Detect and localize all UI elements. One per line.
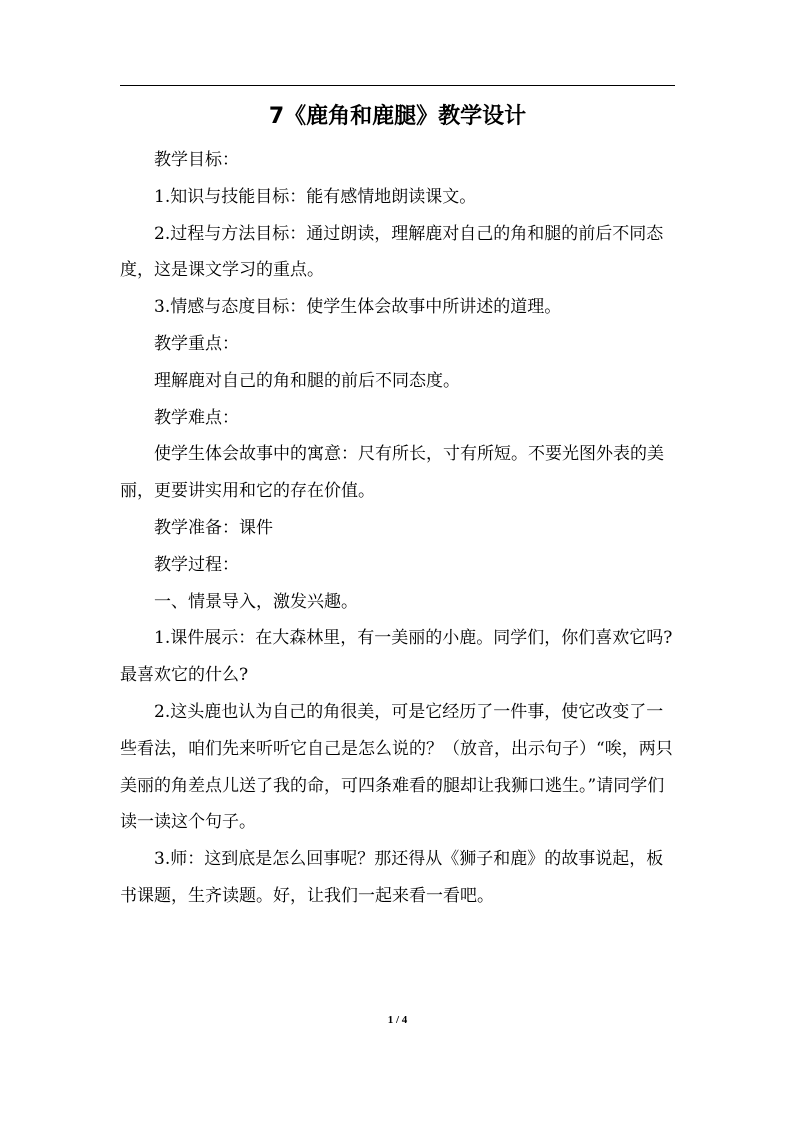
paragraph: 3.情感与态度目标：使学生体会故事中所讲述的道理。 xyxy=(154,297,562,318)
paragraph: 教学准备：课件 xyxy=(154,517,273,538)
document-body xyxy=(120,142,675,915)
header-rule xyxy=(120,85,675,86)
paragraph: 2.过程与方法目标：通过朗读，理解鹿对自己的角和腿的前后不同态度，这是课文学习的重点。 xyxy=(120,223,664,281)
document-title: 7《鹿角和鹿腿》教学设计 xyxy=(268,104,527,129)
paragraph: 教学目标： xyxy=(154,150,239,170)
paragraph: 2.这头鹿也认为自己的角很美，可是它经历了一件事，使它改变了一些看法，咱们先来听听它自己是怎么说的？（放音，出示句子）“唉，两只美丽的角差点儿送了我的命，可四条难看的腿却让我狮口逃生。”请同学们读一读这个句子。 xyxy=(120,701,673,833)
paragraph: 1.知识与技能目标：能有感情地朗读课文。 xyxy=(154,186,477,207)
page-number: 1 / 4 xyxy=(387,1014,408,1026)
paragraph: 3.师：这到底是怎么回事呢？那还得从《狮子和鹿》的故事说起，板书课题，生齐读题。好，让我们一起来看一看吧。 xyxy=(120,849,664,906)
paragraph: 使学生体会故事中的寓意：尺有所长，寸有所短。不要光图外表的美丽，更要讲实用和它的存在价值。 xyxy=(120,444,664,502)
paragraph: 1.课件展示：在大森林里，有一美丽的小鹿。同学们，你们喜欢它吗?最喜欢它的什么? xyxy=(120,628,673,686)
paragraph: 教学难点： xyxy=(154,407,239,428)
paragraph: 教学过程： xyxy=(154,554,239,575)
paragraph: 一、情景导入，激发兴趣。 xyxy=(154,591,358,612)
paragraph: 理解鹿对自己的角和腿的前后不同态度。 xyxy=(154,370,460,391)
paragraph: 教学重点： xyxy=(154,333,239,354)
